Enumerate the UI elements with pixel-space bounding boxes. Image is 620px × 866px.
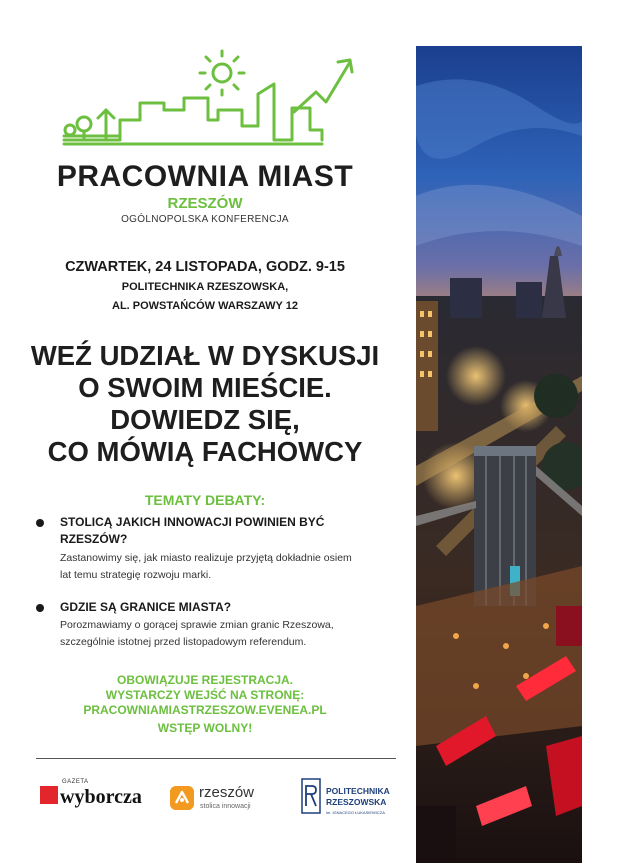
topic-description: [60, 617, 400, 651]
topic-description-line: lat temu strategię rozwoju marki.: [60, 569, 212, 581]
topic-question: [60, 599, 390, 616]
politechnika-logo-subline: im. IGNACEGO ŁUKASIEWICZA: [326, 810, 385, 815]
event-city: RZESZÓW: [167, 195, 243, 212]
headline-line: O SWOIM MIEŚCIE.: [78, 372, 332, 403]
city-skyline-icon: [60, 48, 360, 158]
sun-icon: [200, 51, 244, 95]
politechnika-logo-line: POLITECHNIKA: [326, 786, 390, 796]
rzeszow-logo-name: rzeszów: [199, 784, 255, 801]
headline-line: CO MÓWIĄ FACHOWCY: [47, 436, 363, 467]
rzeszow-logo-icon: [170, 786, 194, 810]
headline-line: WEŹ UDZIAŁ W DYSKUSJI: [30, 340, 380, 371]
politechnika-logo-icon: [301, 778, 321, 814]
topics-heading: TEMATY DEBATY:: [144, 492, 266, 508]
event-title: PRACOWNIA MIAST: [56, 160, 354, 193]
wyborcza-logo-name: wyborcza: [60, 786, 142, 808]
divider: [36, 758, 396, 759]
headline-line: DOWIEDZ SIĘ,: [110, 404, 300, 435]
rzeszow-logo-tagline: stolica innowacji: [200, 803, 251, 810]
topic-description-line: szczególnie istotnej przed listopadowym referendum.: [60, 636, 307, 648]
bullet-icon: [36, 519, 44, 527]
topic-question-line: STOLICĄ JAKICH INNOWACJI POWINIEN BYĆ: [60, 515, 325, 529]
registration-instruction: WYSTARCZY WEJŚĆ NA STRONĘ:: [105, 688, 305, 702]
politechnika-logo-line: RZESZOWSKA: [326, 797, 387, 807]
wyborcza-logo-small: GAZETA: [62, 779, 89, 785]
venue-name: POLITECHNIKA RZESZOWSKA,: [121, 281, 289, 293]
topic-question-line: GDZIE SĄ GRANICE MIASTA?: [60, 600, 232, 614]
headline: [0, 340, 410, 468]
growth-arrow-icon: [294, 62, 350, 112]
venue-address: AL. POWSTAŃCÓW WARSZAWY 12: [112, 300, 298, 312]
topic-question: [60, 514, 390, 548]
topic-question-line: RZESZÓW?: [60, 532, 128, 546]
bullet-icon: [36, 604, 44, 612]
topic-description-line: Zastanowimy się, jak miasto realizuje przyjętą dokładnie osiem: [60, 552, 352, 564]
event-date-time: CZWARTEK, 24 LISTOPADA, GODZ. 9-15: [65, 259, 345, 275]
city-night-photo: [416, 46, 582, 863]
free-entry-note: WSTĘP WOLNY!: [157, 721, 253, 735]
registration-link[interactable]: PRACOWNIAMIASTRZESZOW.EVENEA.PL: [83, 703, 327, 717]
topic-description-line: Porozmawiamy o gorącej sprawie zmian granic Rzeszowa,: [60, 619, 334, 631]
registration-notice: OBOWIĄZUJE REJESTRACJA.: [116, 673, 294, 687]
topic-description: [60, 550, 400, 584]
wyborcza-logo-icon: [40, 786, 58, 804]
event-subtitle: OGÓLNOPOLSKA KONFERENCJA: [121, 214, 289, 225]
